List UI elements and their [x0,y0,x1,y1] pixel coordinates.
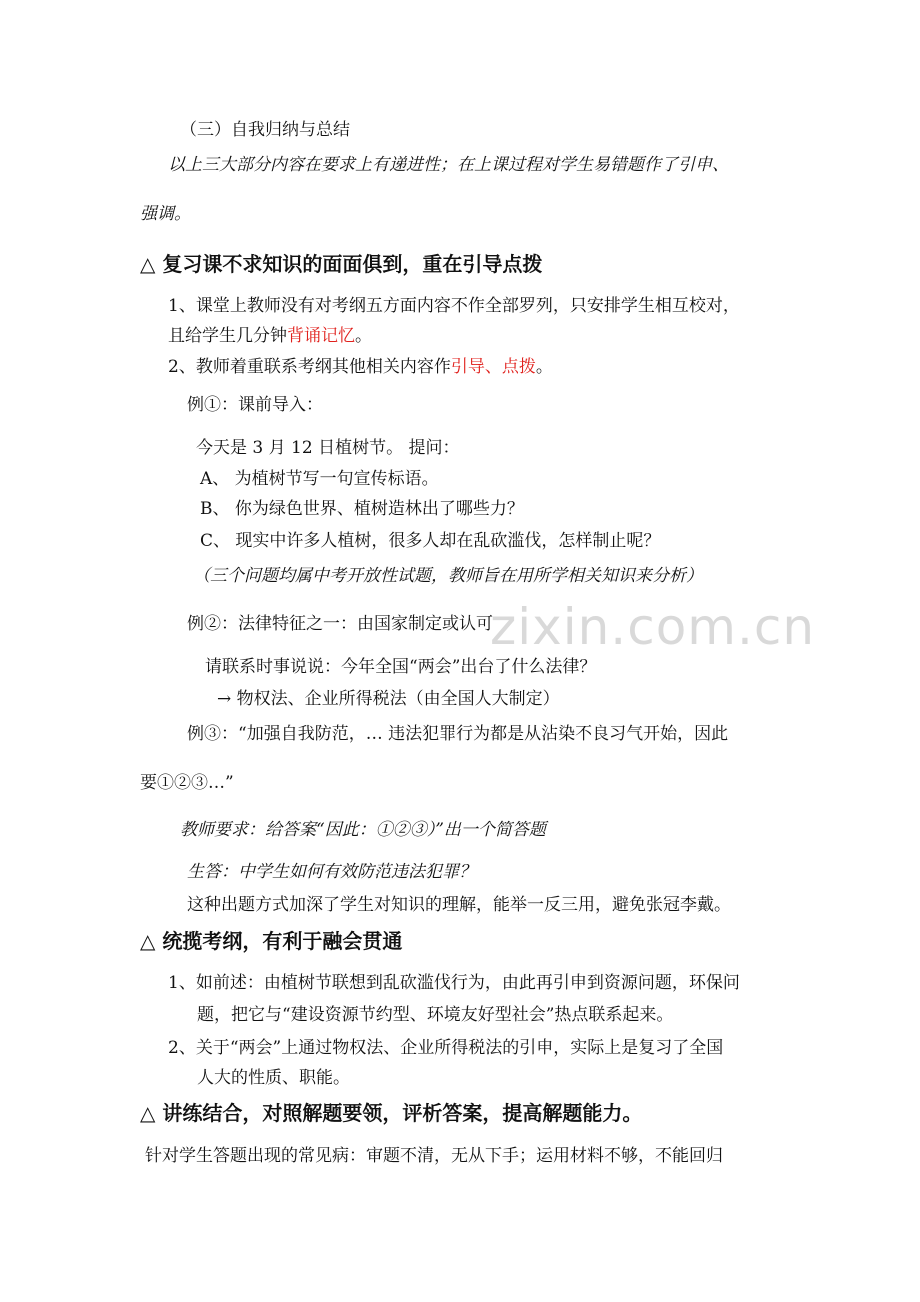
question-b: B、 你为绿色世界、植树造林出了哪些力？ [200,499,524,519]
student-answer: 生答：中学生如何有效防范违法犯罪？ [187,862,476,882]
example-2-label: 例②：法律特征之一：由国家制定或认可 [187,614,493,634]
heading-practice: △ 讲练结合，对照解题要领，评析答案，提高解题能力。 [140,1101,643,1125]
example-3-comment: 这种出题方式加深了学生对知识的理解，能举一反三用，避免张冠李戴。 [187,895,731,915]
practice-text: 针对学生答题出现的常见病：审题不清，无从下手；运用材料不够，不能回归 [145,1146,723,1166]
highlight-guide: 引导、点拨 [450,357,536,377]
example-3-cont: 要①②③…” [140,773,234,793]
overview-point-1: 1、如前述：由植树节联想到乱砍滥伐行为，由此再引申到资源问题，环保问 [168,973,740,993]
overview-point-1-cont: 题，把它与“建设资源节约型、环境友好型社会”热点联系起来。 [197,1005,674,1025]
point-2-text: 2、教师着重联系考纲其他相关内容作 [168,357,451,377]
example-1-intro: 今天是 3 月 12 日植树节。 提问： [196,438,460,458]
example-2-question: 请联系时事说说：今年全国“两会”出台了什么法律？ [205,657,597,677]
point-2-end: 。 [535,357,553,377]
watermark: zixin.com.cn [490,598,816,656]
point-1-text: 且给学生几分钟 [168,326,287,346]
example-1-label: 例①：课前导入： [187,395,323,415]
summary-text: 以上三大部分内容在要求上有递进性；在上课过程对学生易错题作了引申、 [168,155,729,175]
example-2-answer: → 物权法、企业所得税法（由全国人大制定） [217,689,560,709]
question-c: C、 现实中许多人植树，很多人却在乱砍滥伐，怎样制止呢？ [200,531,661,551]
subsection-title: （三）自我归纳与总结 [180,120,350,140]
question-a: A、 为植树节写一句宣传标语。 [200,469,439,489]
point-1-end: 。 [355,326,372,346]
example-1-note: （三个问题均属中考开放性试题，教师旨在用所学相关知识来分析） [193,566,703,586]
heading-review-guidance: △ 复习课不求知识的面面俱到，重在引导点拨 [140,252,543,276]
point-2 [168,355,553,379]
overview-point-2-cont: 人大的性质、职能。 [197,1068,350,1088]
teacher-requirement: 教师要求：给答案“因此：①②③）”出一个简答题 [180,820,546,840]
overview-point-2: 2、关于“两会”上通过物权法、企业所得税法的引申，实际上是复习了全国 [168,1038,724,1058]
highlight-recite: 背诵记忆 [287,326,355,346]
summary-text-cont: 强调。 [140,204,191,224]
point-1: 1、课堂上教师没有对考纲五方面内容不作全部罗列，只安排学生相互校对， [168,296,740,316]
point-1-cont [168,324,372,348]
example-3-label: 例③：“加强自我防范，… 违法犯罪行为都是从沾染不良习气开始，因此 [187,724,729,744]
heading-syllabus-overview: △ 统揽考纲，有利于融会贯通 [140,929,403,953]
